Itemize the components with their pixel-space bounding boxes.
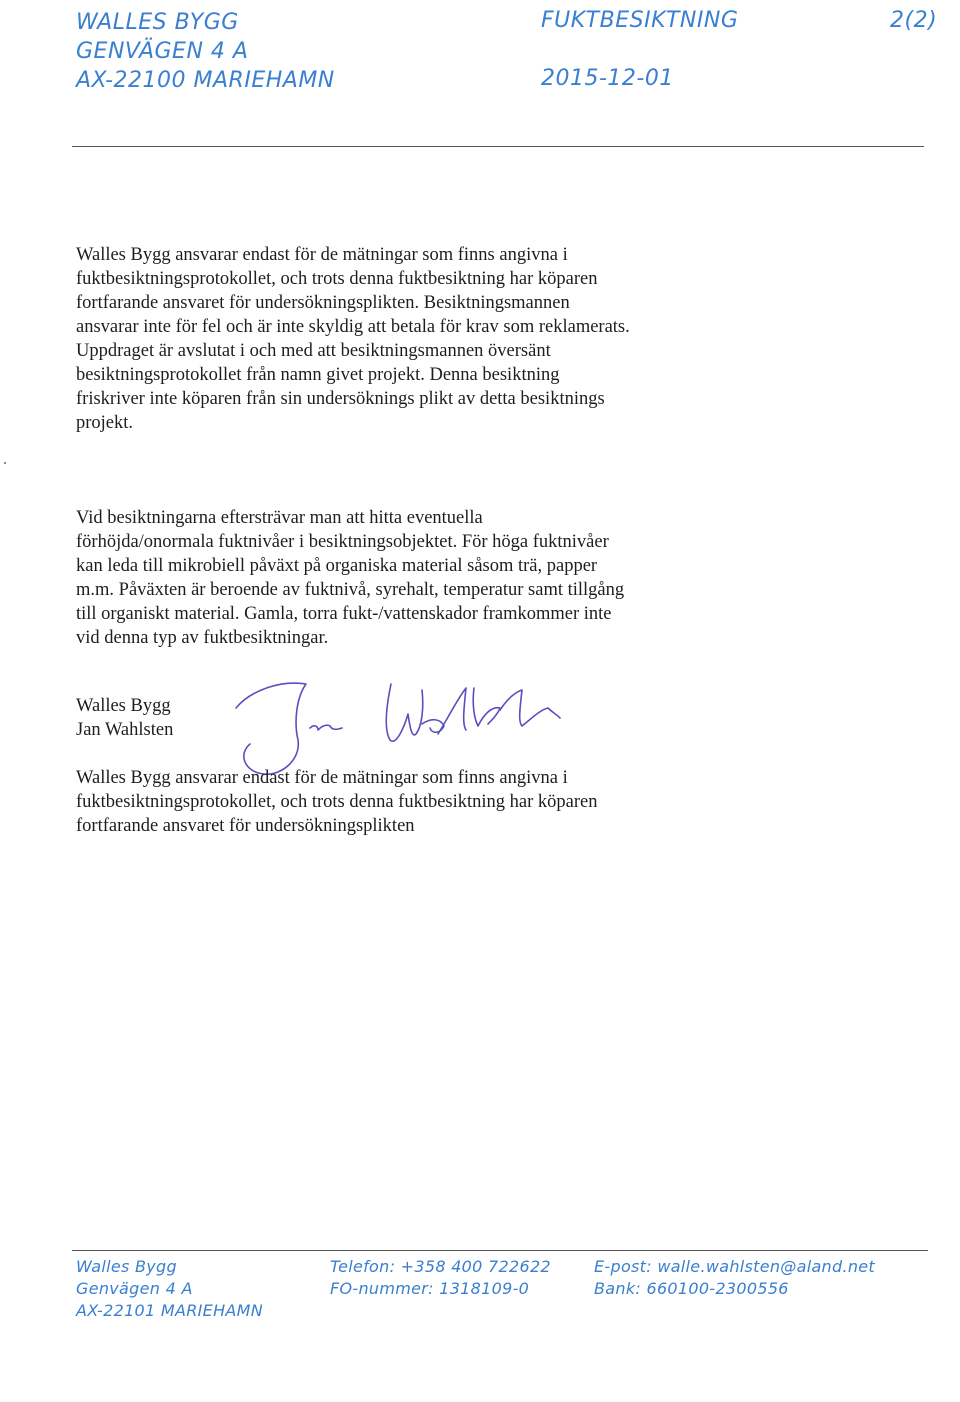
text-line: vid denna typ av fuktbesiktningar. xyxy=(76,628,329,648)
scan-artifact xyxy=(4,462,6,464)
footer-email-bank xyxy=(594,1256,875,1300)
footer-bank: Bank: 660100-2300556 xyxy=(594,1279,789,1298)
text-line: Uppdraget är avslutat i och med att besiktningsmannen översänt xyxy=(76,341,551,361)
text-line: till organiskt material. Gamla, torra fukt-/vattenskador framkommer inte xyxy=(76,604,612,624)
disclaimer-paragraph xyxy=(76,243,716,435)
moisture-info-paragraph xyxy=(76,506,716,650)
text-line: besiktningsprotokollet från namn givet projekt. Denna besiktning xyxy=(76,365,560,385)
letterhead-company: WALLES BYGG xyxy=(76,10,239,35)
document-title: FUKTBESIKTNING xyxy=(541,8,739,33)
signatory-company: Walles Bygg xyxy=(76,696,171,716)
document-date: 2015-12-01 xyxy=(541,66,674,91)
text-line: fortfarande ansvaret för undersökningsplikten xyxy=(76,816,415,836)
text-line: friskriver inte köparen från sin undersöknings plikt av detta besiktnings xyxy=(76,389,605,409)
signatory-name: Jan Wahlsten xyxy=(76,720,174,740)
footer-city: AX-22101 MARIEHAMN xyxy=(76,1301,264,1320)
signatory-block xyxy=(76,694,173,742)
letterhead-street: GENVÄGEN 4 A xyxy=(76,39,249,64)
text-line: Walles Bygg ansvarar endast för de mätningar som finns angivna i xyxy=(76,768,568,788)
text-line: fortfarande ansvaret för undersökningsplikten. Besiktningsmannen xyxy=(76,293,570,313)
text-line: fuktbesiktningsprotokollet, och trots denna fuktbesiktning har köparen xyxy=(76,269,598,289)
text-line: m.m. Påväxten är beroende av fuktnivå, syrehalt, temperatur samt tillgång xyxy=(76,580,625,600)
closing-paragraph xyxy=(76,766,716,838)
footer-phone: Telefon: +358 400 722622 xyxy=(330,1257,551,1276)
footer-address xyxy=(76,1256,263,1322)
text-line: Vid besiktningarna eftersträvar man att hitta eventuella xyxy=(76,508,483,528)
text-line: förhöjda/onormala fuktnivåer i besiktningsobjektet. För höga fuktnivåer xyxy=(76,532,609,552)
footer-divider xyxy=(72,1250,928,1251)
header-divider xyxy=(72,146,924,147)
text-line: projekt. xyxy=(76,413,134,433)
footer-email: E-post: walle.wahlsten@aland.net xyxy=(594,1257,875,1276)
page-number: 2(2) xyxy=(890,8,938,33)
letterhead-address xyxy=(76,8,335,95)
text-line: ansvarar inte för fel och är inte skyldig att betala för krav som reklamerats. xyxy=(76,317,630,337)
footer-company: Walles Bygg xyxy=(76,1257,177,1276)
footer-street: Genvägen 4 A xyxy=(76,1279,193,1298)
text-line: fuktbesiktningsprotokollet, och trots denna fuktbesiktning har köparen xyxy=(76,792,598,812)
text-line: kan leda till mikrobiell påväxt på organiska material såsom trä, papper xyxy=(76,556,598,576)
footer-contact xyxy=(330,1256,551,1300)
handwritten-signature xyxy=(226,668,576,780)
letterhead-city: AX-22100 MARIEHAMN xyxy=(76,68,335,93)
footer-business-id: FO-nummer: 1318109-0 xyxy=(330,1279,530,1298)
text-line: Walles Bygg ansvarar endast för de mätningar som finns angivna i xyxy=(76,245,568,265)
